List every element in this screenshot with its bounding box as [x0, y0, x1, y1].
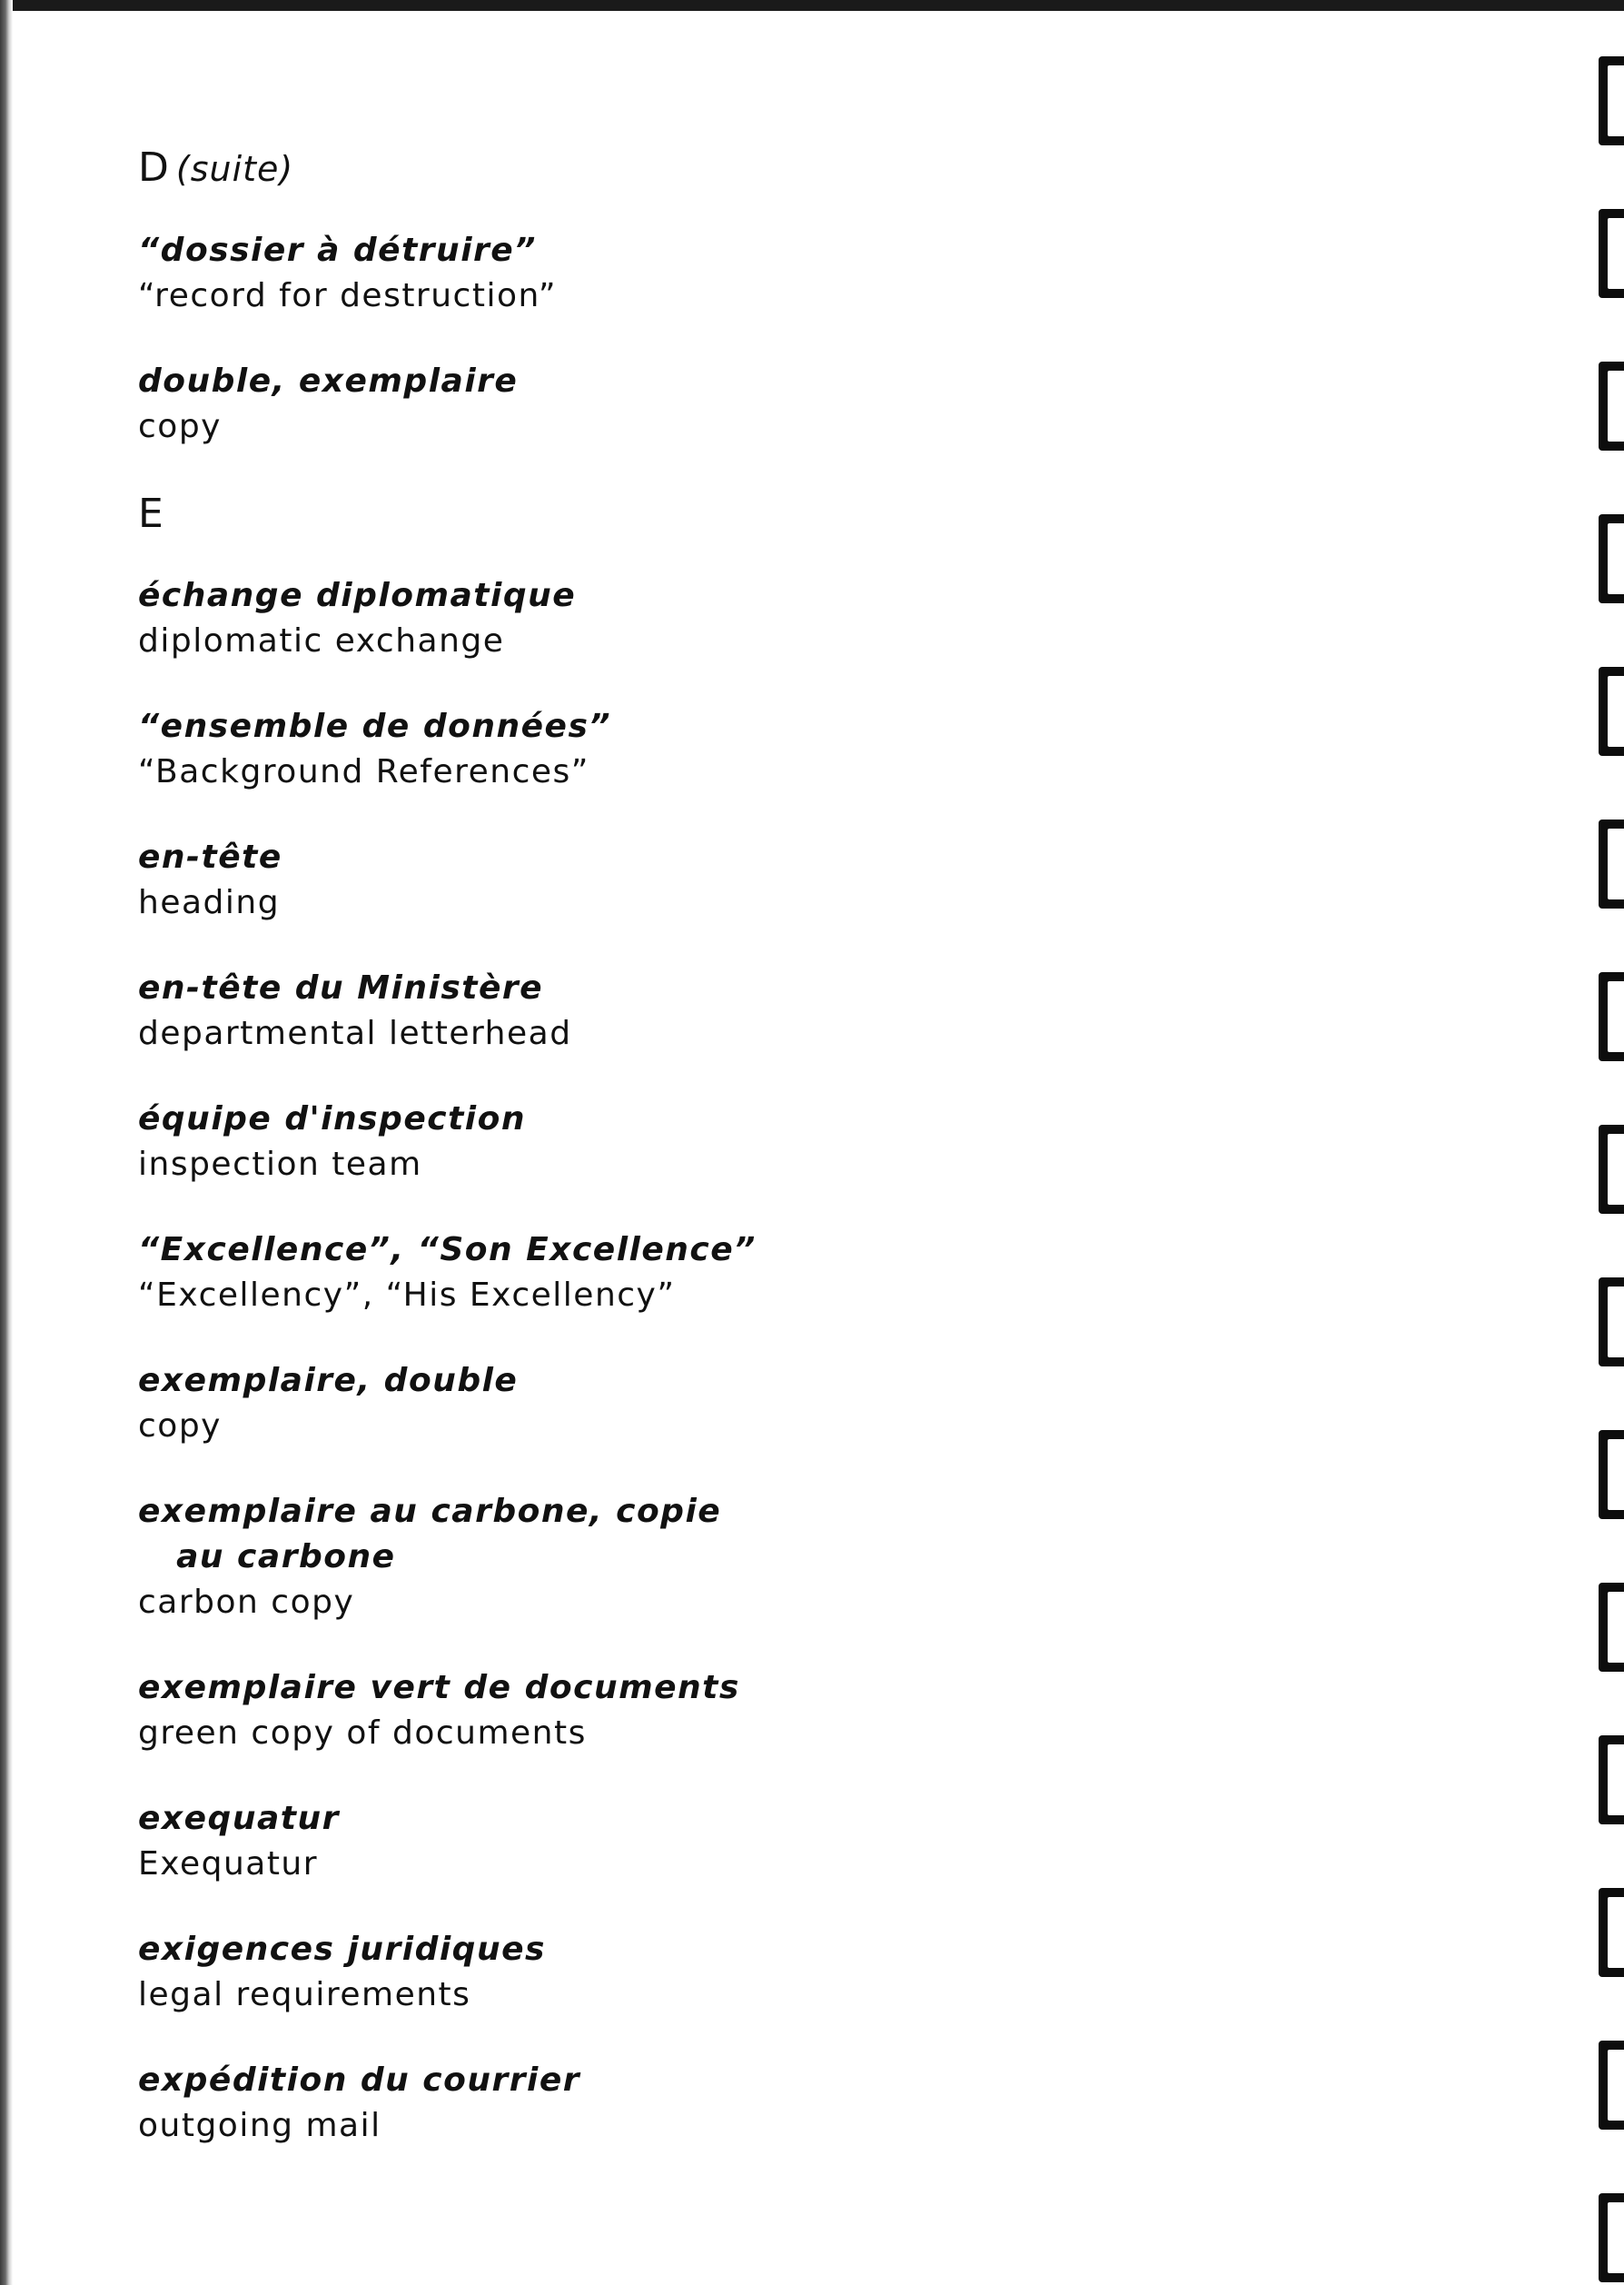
spiral-binding — [1588, 0, 1624, 2285]
glossary-page — [138, 144, 1410, 2189]
section-letter: E — [138, 491, 163, 537]
binding-ring — [1599, 667, 1624, 756]
english-term: carbon copy — [138, 1584, 355, 1621]
english-term: legal requirements — [138, 1976, 471, 2013]
english-term: heading — [138, 884, 281, 921]
glossary-entry — [138, 1796, 1410, 1887]
binding-ring — [1599, 2193, 1624, 2282]
french-term: double, exemplaire — [138, 363, 519, 400]
section-suffix: (suite) — [175, 149, 294, 189]
english-term: “record for destruction” — [138, 277, 557, 314]
section-heading-e — [138, 490, 1410, 539]
english-term: inspection team — [138, 1146, 422, 1183]
english-term: “Background References” — [138, 753, 589, 790]
binding-ring — [1599, 1430, 1624, 1519]
english-term: Exequatur — [138, 1845, 319, 1883]
section-letter: D — [138, 144, 169, 191]
binding-ring — [1599, 1583, 1624, 1672]
french-term: exigences juridiques — [138, 1931, 546, 1968]
glossary-entry — [138, 1927, 1410, 2018]
binding-ring — [1599, 209, 1624, 298]
glossary-entry — [138, 966, 1410, 1057]
scan-left-edge — [0, 0, 13, 2285]
french-term: en-tête — [138, 839, 282, 876]
french-term: exequatur — [138, 1800, 340, 1837]
french-term: “ensemble de données” — [138, 708, 612, 745]
binding-ring — [1599, 2041, 1624, 2130]
binding-ring — [1599, 1735, 1624, 1824]
english-term: departmental letterhead — [138, 1015, 572, 1052]
glossary-entry — [138, 2058, 1410, 2149]
binding-ring — [1599, 972, 1624, 1061]
english-term: diplomatic exchange — [138, 622, 505, 660]
french-term: équipe d'inspection — [138, 1100, 526, 1138]
glossary-entry — [138, 704, 1410, 795]
glossary-entry — [138, 1489, 1410, 1625]
french-term: échange diplomatique — [138, 577, 577, 614]
binding-ring — [1599, 362, 1624, 451]
glossary-entry — [138, 1665, 1410, 1756]
binding-ring — [1599, 1888, 1624, 1977]
french-term: “Excellence”, “Son Excellence” — [138, 1231, 757, 1268]
glossary-entry — [138, 228, 1410, 319]
french-term: exemplaire au carbone, copie au carbone — [138, 1493, 722, 1575]
binding-ring — [1599, 820, 1624, 909]
french-term: exemplaire, double — [138, 1362, 519, 1399]
scan-top-edge — [0, 0, 1624, 11]
glossary-entry — [138, 1358, 1410, 1449]
french-term: exemplaire vert de documents — [138, 1669, 740, 1706]
glossary-entry — [138, 359, 1410, 450]
english-term: copy — [138, 408, 222, 445]
french-term: en-tête du Ministère — [138, 969, 544, 1007]
glossary-entry — [138, 573, 1410, 664]
english-term: green copy of documents — [138, 1714, 587, 1752]
glossary-entry — [138, 1097, 1410, 1187]
french-term: expédition du courrier — [138, 2061, 581, 2099]
english-term: outgoing mail — [138, 2107, 381, 2144]
binding-ring — [1599, 514, 1624, 603]
glossary-entry — [138, 835, 1410, 926]
binding-ring — [1599, 56, 1624, 145]
binding-ring — [1599, 1277, 1624, 1366]
binding-ring — [1599, 1125, 1624, 1214]
english-term: “Excellency”, “His Excellency” — [138, 1277, 676, 1314]
french-term: “dossier à détruire” — [138, 232, 537, 269]
section-heading-d — [138, 144, 1410, 194]
english-term: copy — [138, 1407, 222, 1445]
glossary-entry — [138, 1227, 1410, 1318]
